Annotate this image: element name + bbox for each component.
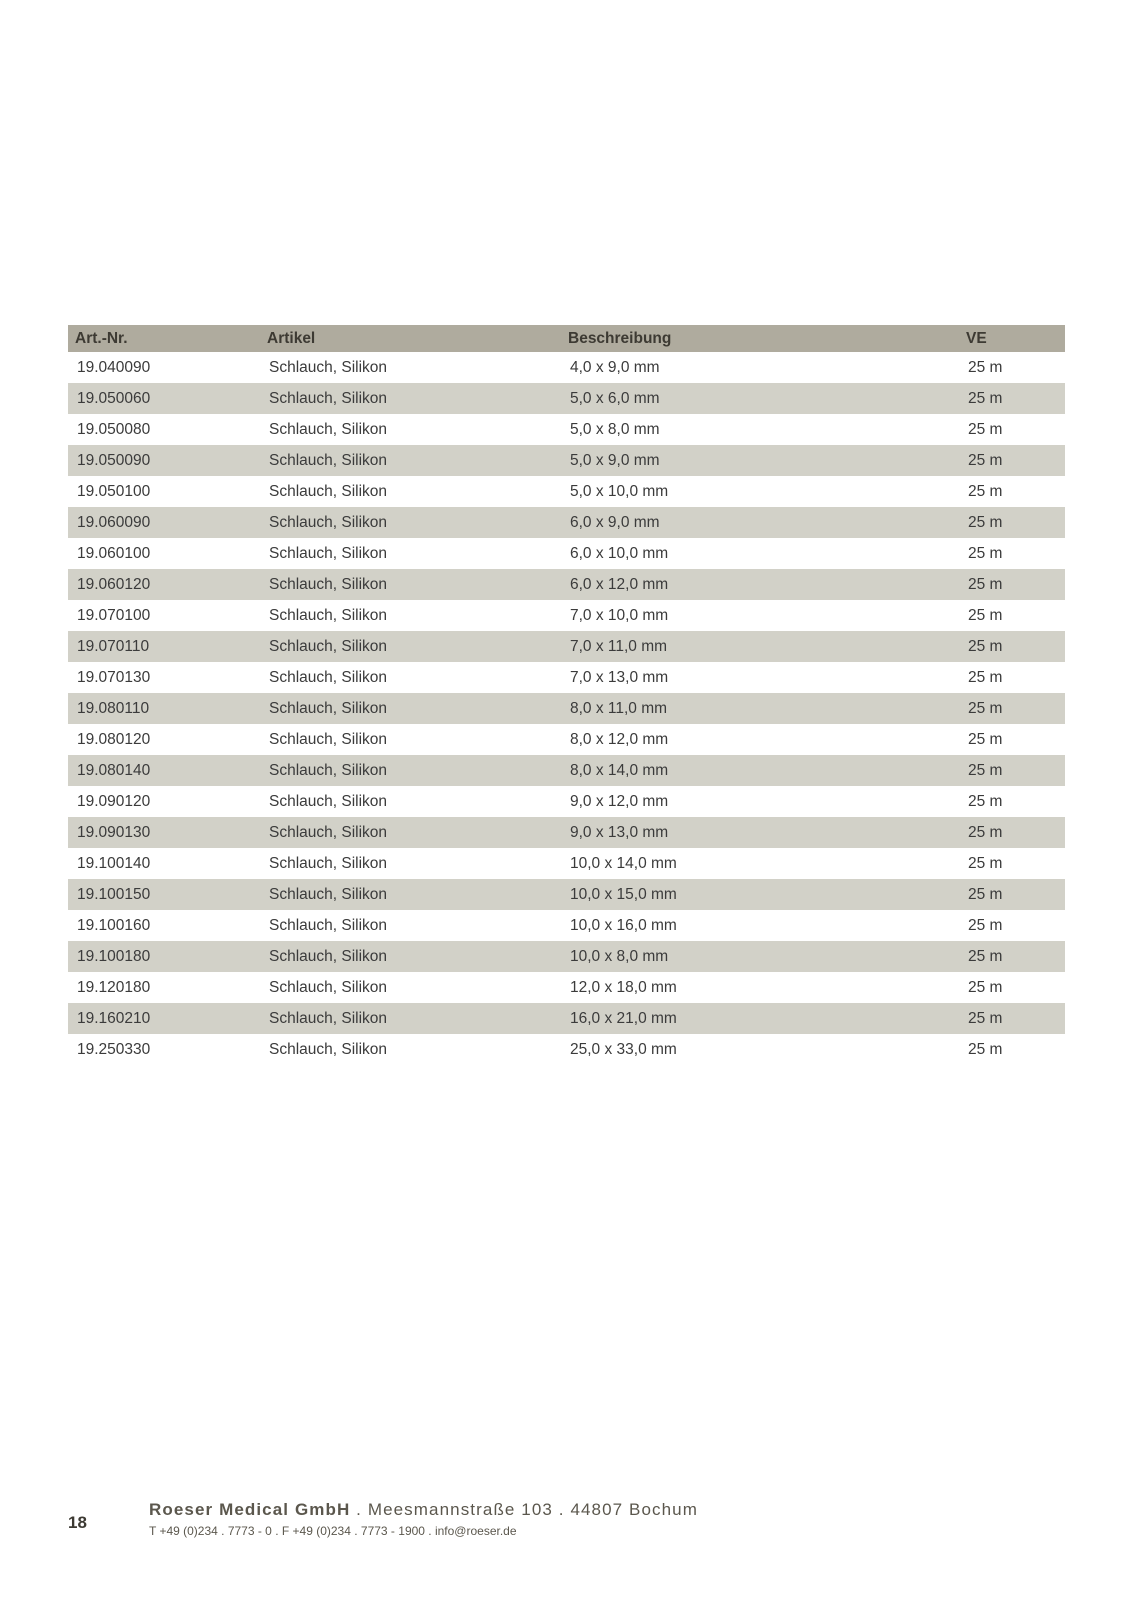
cell-artikel: Schlauch, Silikon — [269, 544, 388, 562]
company-name: Roeser Medical GmbH — [149, 1500, 351, 1519]
cell-ve: 25 m — [968, 482, 1003, 500]
table-row — [68, 569, 1065, 600]
header-beschreibung: Beschreibung — [561, 325, 959, 352]
table-row — [68, 445, 1065, 476]
cell-beschreibung: 7,0 x 13,0 mm — [570, 668, 669, 686]
cell-ve: 25 m — [968, 792, 1003, 810]
cell-beschreibung: 10,0 x 16,0 mm — [570, 916, 677, 934]
cell-ve: 25 m — [968, 420, 1003, 438]
cell-artnr: 19.050090 — [68, 445, 260, 476]
cell-ve: 25 m — [959, 755, 1065, 786]
cell-beschreibung: 4,0 x 9,0 mm — [570, 358, 660, 376]
company-address-line — [149, 1500, 698, 1520]
cell-artikel: Schlauch, Silikon — [269, 730, 388, 748]
cell-artnr: 19.160210 — [68, 1003, 260, 1034]
cell-artnr: 19.070130 — [77, 668, 151, 686]
cell-beschreibung: 12,0 x 18,0 mm — [570, 978, 677, 996]
cell-artikel: Schlauch, Silikon — [269, 916, 388, 934]
table-row — [68, 1034, 1065, 1065]
cell-beschreibung: 5,0 x 9,0 mm — [561, 445, 959, 476]
table-row — [68, 383, 1065, 414]
cell-ve: 25 m — [959, 445, 1065, 476]
table-row — [68, 476, 1065, 507]
cell-ve: 25 m — [968, 854, 1003, 872]
cell-beschreibung: 5,0 x 8,0 mm — [570, 420, 660, 438]
cell-beschreibung: 9,0 x 12,0 mm — [570, 792, 669, 810]
header-artnr: Art.-Nr. — [68, 325, 260, 352]
cell-artikel: Schlauch, Silikon — [260, 755, 561, 786]
cell-artnr: 19.080140 — [68, 755, 260, 786]
cell-artnr: 19.080110 — [68, 693, 260, 724]
table-row — [68, 848, 1065, 879]
header-artikel: Artikel — [260, 325, 561, 352]
cell-ve: 25 m — [968, 730, 1003, 748]
cell-artnr: 19.090120 — [77, 792, 151, 810]
table-row — [68, 1003, 1065, 1034]
table-row — [68, 910, 1065, 941]
cell-ve: 25 m — [968, 668, 1003, 686]
cell-artikel: Schlauch, Silikon — [260, 879, 561, 910]
table-row — [68, 941, 1065, 972]
cell-artikel: Schlauch, Silikon — [260, 631, 561, 662]
cell-artikel: Schlauch, Silikon — [260, 507, 561, 538]
table-row — [68, 817, 1065, 848]
cell-artikel: Schlauch, Silikon — [269, 668, 388, 686]
cell-artikel: Schlauch, Silikon — [260, 817, 561, 848]
cell-artnr: 19.090130 — [68, 817, 260, 848]
cell-artnr: 19.250330 — [77, 1040, 151, 1058]
cell-beschreibung: 16,0 x 21,0 mm — [561, 1003, 959, 1034]
table-row — [68, 600, 1065, 631]
cell-beschreibung: 7,0 x 10,0 mm — [570, 606, 669, 624]
table-row — [68, 414, 1065, 445]
cell-ve: 25 m — [968, 1040, 1003, 1058]
table-row — [68, 879, 1065, 910]
cell-ve: 25 m — [968, 916, 1003, 934]
cell-beschreibung: 5,0 x 6,0 mm — [561, 383, 959, 414]
cell-ve: 25 m — [968, 606, 1003, 624]
table-row — [68, 538, 1065, 569]
company-address: . Meesmannstraße 103 . 44807 Bochum — [350, 1500, 699, 1519]
cell-ve: 25 m — [959, 507, 1065, 538]
cell-ve: 25 m — [968, 544, 1003, 562]
page-number: 18 — [68, 1513, 87, 1532]
cell-artikel: Schlauch, Silikon — [260, 693, 561, 724]
cell-beschreibung: 10,0 x 14,0 mm — [570, 854, 677, 872]
cell-beschreibung: 6,0 x 9,0 mm — [561, 507, 959, 538]
cell-ve: 25 m — [968, 358, 1003, 376]
cell-artikel: Schlauch, Silikon — [260, 383, 561, 414]
cell-artnr: 19.100160 — [77, 916, 151, 934]
cell-artnr: 19.100180 — [68, 941, 260, 972]
cell-beschreibung: 10,0 x 8,0 mm — [561, 941, 959, 972]
header-ve: VE — [959, 325, 1065, 352]
cell-artnr: 19.120180 — [77, 978, 151, 996]
cell-artnr: 19.060090 — [68, 507, 260, 538]
cell-ve: 25 m — [959, 941, 1065, 972]
cell-artnr: 19.060120 — [68, 569, 260, 600]
cell-artnr: 19.100140 — [77, 854, 151, 872]
cell-ve: 25 m — [968, 978, 1003, 996]
cell-beschreibung: 10,0 x 15,0 mm — [561, 879, 959, 910]
cell-beschreibung: 25,0 x 33,0 mm — [570, 1040, 677, 1058]
cell-artnr: 19.040090 — [77, 358, 151, 376]
cell-artnr: 19.100150 — [68, 879, 260, 910]
table-row — [68, 662, 1065, 693]
cell-ve: 25 m — [959, 817, 1065, 848]
cell-artnr: 19.050080 — [77, 420, 151, 438]
cell-ve: 25 m — [959, 569, 1065, 600]
cell-beschreibung: 5,0 x 10,0 mm — [570, 482, 669, 500]
cell-artikel: Schlauch, Silikon — [260, 445, 561, 476]
cell-artnr: 19.070110 — [68, 631, 260, 662]
cell-artikel: Schlauch, Silikon — [269, 854, 388, 872]
cell-artikel: Schlauch, Silikon — [269, 420, 388, 438]
cell-beschreibung: 6,0 x 10,0 mm — [570, 544, 669, 562]
cell-artikel: Schlauch, Silikon — [260, 1003, 561, 1034]
cell-artikel: Schlauch, Silikon — [269, 606, 388, 624]
cell-ve: 25 m — [959, 383, 1065, 414]
cell-beschreibung: 7,0 x 11,0 mm — [561, 631, 959, 662]
cell-ve: 25 m — [959, 693, 1065, 724]
cell-artikel: Schlauch, Silikon — [269, 482, 388, 500]
cell-artikel: Schlauch, Silikon — [269, 358, 388, 376]
cell-beschreibung: 6,0 x 12,0 mm — [561, 569, 959, 600]
cell-artnr: 19.050060 — [68, 383, 260, 414]
cell-artnr: 19.070100 — [77, 606, 151, 624]
cell-ve: 25 m — [959, 1003, 1065, 1034]
table-header-row — [68, 325, 1065, 352]
cell-artnr: 19.060100 — [77, 544, 151, 562]
cell-beschreibung: 8,0 x 12,0 mm — [570, 730, 669, 748]
cell-artikel: Schlauch, Silikon — [260, 569, 561, 600]
contact-line: T +49 (0)234 . 7773 - 0 . F +49 (0)234 . 7773 - 1900 . info@roeser.de — [149, 1524, 517, 1538]
cell-artikel: Schlauch, Silikon — [269, 792, 388, 810]
cell-artikel: Schlauch, Silikon — [260, 941, 561, 972]
table-row — [68, 786, 1065, 817]
cell-artikel: Schlauch, Silikon — [269, 1040, 388, 1058]
table-row — [68, 755, 1065, 786]
product-table — [68, 325, 1065, 1065]
table-body — [68, 352, 1065, 1065]
table-row — [68, 724, 1065, 755]
cell-beschreibung: 8,0 x 14,0 mm — [561, 755, 959, 786]
cell-ve: 25 m — [959, 631, 1065, 662]
table-row — [68, 693, 1065, 724]
cell-ve: 25 m — [959, 879, 1065, 910]
page-footer — [0, 1500, 1131, 1560]
cell-artnr: 19.050100 — [77, 482, 151, 500]
cell-beschreibung: 9,0 x 13,0 mm — [561, 817, 959, 848]
cell-beschreibung: 8,0 x 11,0 mm — [561, 693, 959, 724]
table-row — [68, 352, 1065, 383]
table-row — [68, 631, 1065, 662]
table-row — [68, 972, 1065, 1003]
table-row — [68, 507, 1065, 538]
cell-artnr: 19.080120 — [77, 730, 151, 748]
cell-artikel: Schlauch, Silikon — [269, 978, 388, 996]
